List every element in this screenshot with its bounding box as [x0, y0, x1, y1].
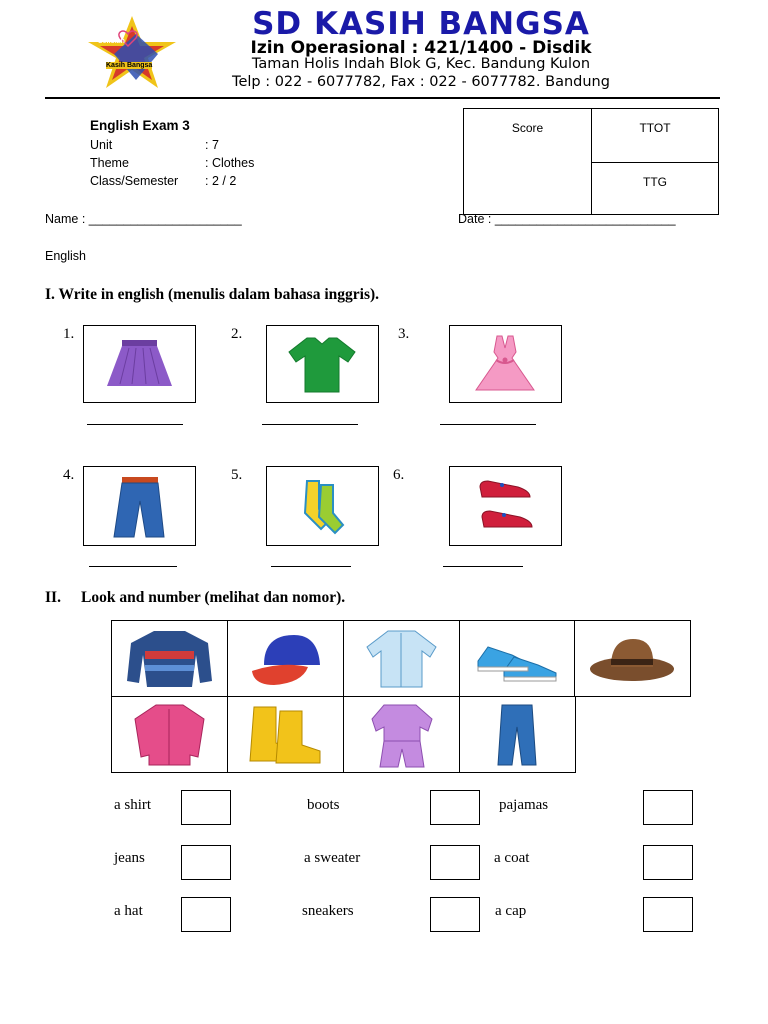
jeans-icon [460, 697, 575, 772]
word-a-sweater: a sweater [304, 850, 361, 866]
logo-text-sekolah: Sekolah [98, 38, 125, 45]
answer-blank-3[interactable] [440, 424, 536, 425]
item-number-5: 5. [231, 467, 243, 483]
word-a-coat: a coat [494, 850, 530, 866]
shoes-icon [450, 467, 561, 545]
skirt-picture [83, 325, 196, 403]
answer-box-sneakers[interactable] [430, 897, 480, 932]
answer-blank-4[interactable] [89, 566, 177, 567]
shoes-picture [449, 466, 562, 546]
word-a-shirt: a shirt [114, 797, 152, 813]
sweater-icon [112, 621, 227, 696]
answer-blank-2[interactable] [262, 424, 358, 425]
exam-title: English Exam 3 [90, 118, 190, 133]
pajamas-picture [343, 696, 460, 773]
sneakers-picture [459, 620, 576, 697]
answer-box-a-sweater[interactable] [430, 845, 480, 880]
theme-label: Theme [90, 156, 129, 170]
answer-box-a-coat[interactable] [643, 845, 693, 880]
word-boots: boots [307, 797, 340, 813]
trousers-picture [83, 466, 196, 546]
logo-text-kasih-bangsa: Kasih Bangsa [106, 62, 153, 69]
item-number-2: 2. [231, 326, 243, 342]
section-2-title: Look and number (melihat dan nomor). [81, 589, 346, 606]
hat-icon [575, 621, 690, 696]
word-a-hat: a hat [114, 903, 143, 919]
dress-picture [449, 325, 562, 403]
socks-icon [267, 467, 378, 545]
score-table [463, 108, 719, 215]
unit-label: Unit [90, 138, 113, 152]
shirt-icon [344, 621, 459, 696]
school-logo [84, 14, 180, 92]
word-sneakers: sneakers [302, 903, 354, 919]
school-address: Taman Holis Indah Blok G, Kec. Bandung Kulon [251, 56, 591, 72]
answer-blank-6[interactable] [443, 566, 523, 567]
hat-picture [574, 620, 691, 697]
answer-blank-1[interactable] [87, 424, 183, 425]
cap-icon [228, 621, 343, 696]
jeans-picture [459, 696, 576, 773]
t-shirt-icon [267, 326, 378, 402]
ttot-cell[interactable]: TTOT [592, 109, 719, 163]
school-permit: Izin Operasional : 421/1400 - Disdik [250, 38, 592, 58]
item-number-1: 1. [63, 326, 75, 342]
t-shirt-picture [266, 325, 379, 403]
boots-icon [228, 697, 343, 772]
ttg-cell[interactable]: TTG [592, 162, 719, 214]
dress-icon [450, 326, 561, 402]
date-field[interactable]: Date : __________________________ [458, 212, 676, 226]
sweater-picture [111, 620, 228, 697]
answer-box-a-shirt[interactable] [181, 790, 231, 825]
boots-picture [227, 696, 344, 773]
pajamas-icon [344, 697, 459, 772]
coat-picture [111, 696, 228, 773]
item-number-6: 6. [393, 467, 405, 483]
item-number-3: 3. [398, 326, 410, 342]
section-2-number: II. [45, 589, 61, 606]
name-field[interactable]: Name : ______________________ [45, 212, 242, 226]
answer-box-pajamas[interactable] [643, 790, 693, 825]
word-jeans: jeans [114, 850, 145, 866]
skirt-icon [84, 326, 195, 402]
class-label: Class/Semester [90, 174, 179, 188]
class-value: : 2 / 2 [205, 174, 237, 188]
answer-box-a-cap[interactable] [643, 897, 693, 932]
header-divider [45, 97, 720, 99]
word-a-cap: a cap [495, 903, 527, 919]
subject-label: English [45, 249, 86, 263]
answer-box-jeans[interactable] [181, 845, 231, 880]
school-phone: Telp : 022 - 6077782, Fax : 022 - 6077782. Bandung [232, 74, 610, 90]
socks-picture [266, 466, 379, 546]
cap-picture [227, 620, 344, 697]
unit-value: : 7 [205, 138, 219, 152]
answer-blank-5[interactable] [271, 566, 351, 567]
sneakers-icon [460, 621, 575, 696]
word-pajamas: pajamas [499, 797, 549, 813]
section-1-title: I. Write in english (menulis dalam bahasa inggris). [45, 286, 380, 303]
answer-box-a-hat[interactable] [181, 897, 231, 932]
school-name: SD KASIH BANGSA [252, 6, 590, 42]
theme-value: : Clothes [205, 156, 255, 170]
coat-icon [112, 697, 227, 772]
item-number-4: 4. [63, 467, 75, 483]
shirt-picture [343, 620, 460, 697]
score-cell[interactable]: Score [464, 109, 592, 215]
trousers-icon [84, 467, 195, 545]
answer-box-boots[interactable] [430, 790, 480, 825]
